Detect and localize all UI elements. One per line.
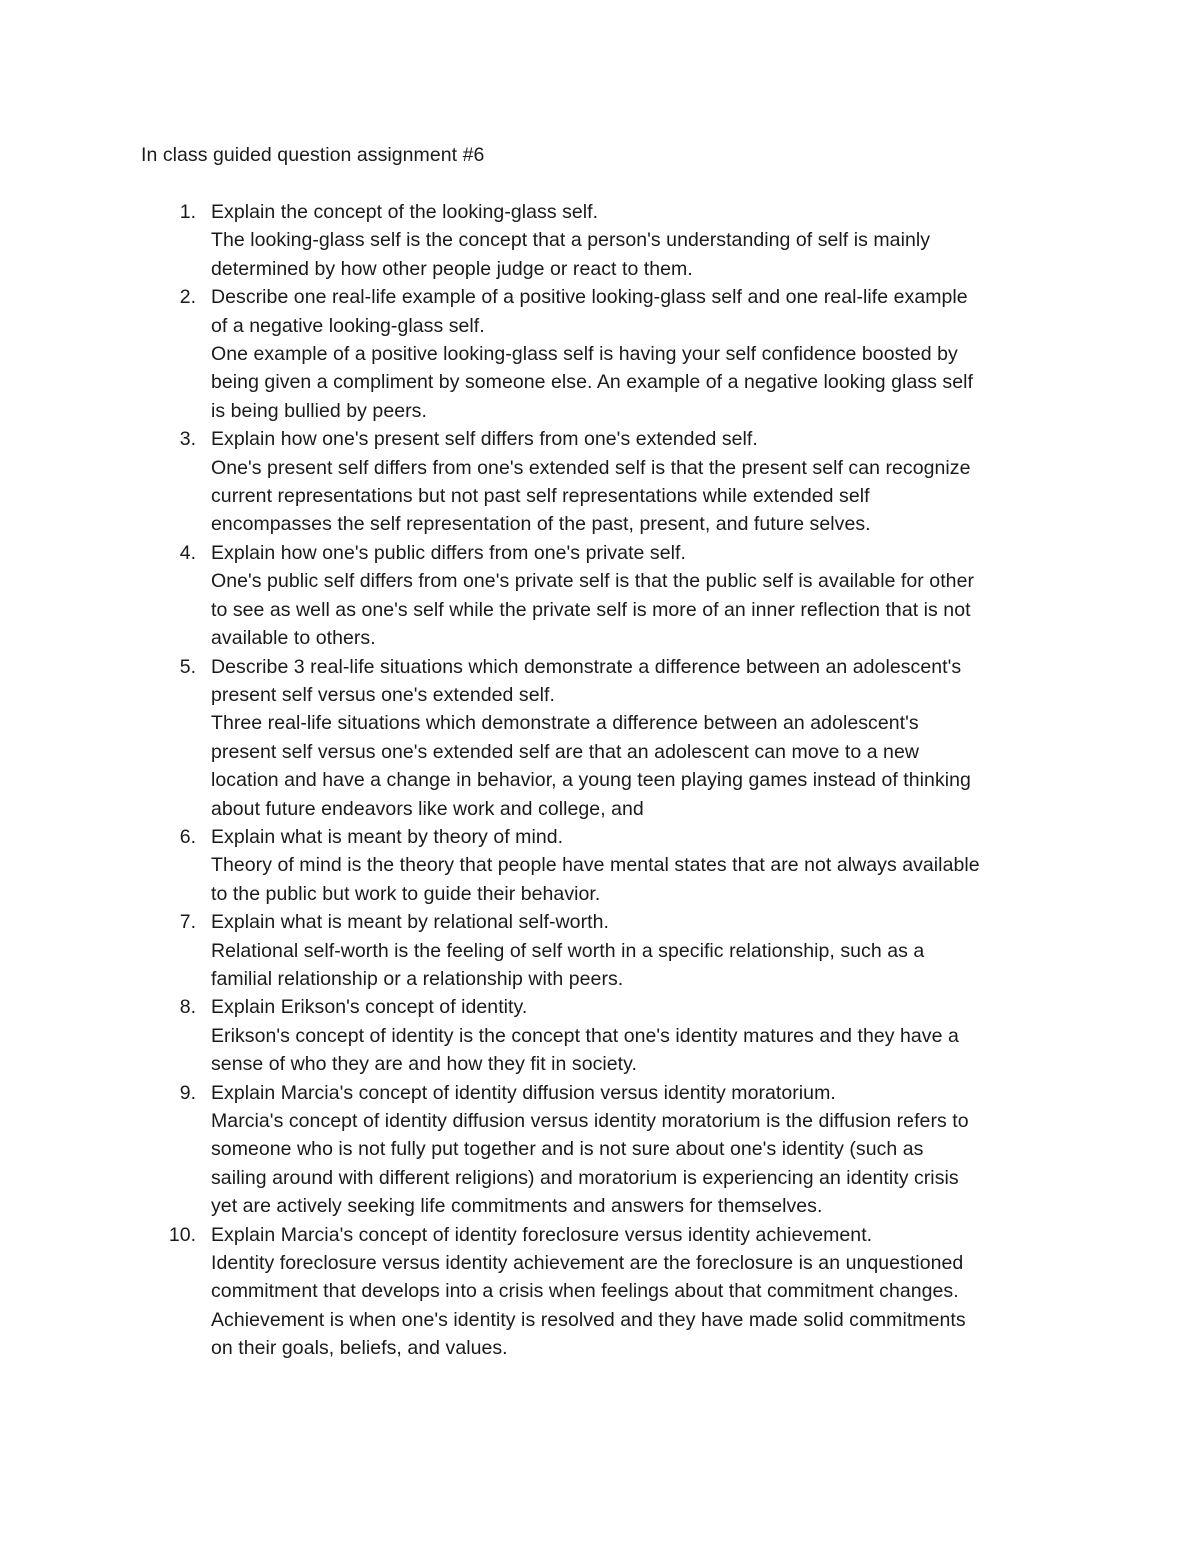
answer-text-line: being given a compliment by someone else. An example of a negative looking glass self xyxy=(211,371,973,394)
answer-text-line: yet are actively seeking life commitments and answers for themselves. xyxy=(211,1195,823,1218)
answer-text-line: determined by how other people judge or react to them. xyxy=(211,257,693,280)
answer-text-line: location and have a change in behavior, a young teen playing games instead of thinking xyxy=(211,769,971,792)
question-number: 1. xyxy=(179,201,196,223)
question-item xyxy=(0,1221,1200,1363)
answer-text-line: sailing around with different religions) and moratorium is experiencing an identity crisis xyxy=(211,1166,959,1189)
question-text-line: Explain what is meant by theory of mind. xyxy=(211,825,564,848)
question-text-line: of a negative looking-glass self. xyxy=(211,314,485,337)
question-body xyxy=(211,283,1091,425)
answer-text-line: Three real-life situations which demonstrate a difference between an adolescent's xyxy=(211,712,919,735)
question-list xyxy=(0,198,1200,1363)
question-item xyxy=(0,823,1200,908)
question-item xyxy=(0,198,1200,283)
question-text-line: Explain how one's public differs from one's private self. xyxy=(211,541,686,564)
question-body xyxy=(211,653,1091,823)
answer-text-line: someone who is not fully put together and is not sure about one's identity (such as xyxy=(211,1138,924,1161)
question-body xyxy=(211,425,1091,539)
question-number: 4. xyxy=(179,541,196,564)
question-number: 3. xyxy=(179,428,196,451)
question-text-line: Explain Marcia's concept of identity diffusion versus identity moratorium. xyxy=(211,1081,836,1104)
question-text-line: Explain how one's present self differs from one's extended self. xyxy=(211,428,758,451)
question-body xyxy=(211,1221,1091,1363)
question-item xyxy=(0,908,1200,993)
question-number: 9. xyxy=(179,1081,196,1104)
answer-text-line: One's present self differs from one's extended self is that the present self can recognize xyxy=(211,456,971,479)
question-item xyxy=(0,653,1200,823)
answer-text-line: Relational self-worth is the feeling of self worth in a specific relationship, such as a xyxy=(211,939,925,962)
answer-text-line: to the public but work to guide their behavior. xyxy=(211,882,601,905)
document-title: In class guided question assignment #6 xyxy=(141,144,485,166)
question-body xyxy=(211,823,1091,908)
answer-text-line: sense of who they are and how they fit in society. xyxy=(211,1053,637,1076)
answer-text-line: Erikson's concept of identity is the concept that one's identity matures and they have a xyxy=(211,1024,959,1047)
question-item xyxy=(0,1079,1200,1221)
question-text-line: Explain Erikson's concept of identity. xyxy=(211,996,528,1019)
question-text-line: Describe 3 real-life situations which demonstrate a difference between an adolescent's xyxy=(211,655,962,678)
answer-text-line: One's public self differs from one's private self is that the public self is available for other xyxy=(211,570,975,593)
question-number: 5. xyxy=(179,655,196,678)
question-item xyxy=(0,539,1200,653)
question-body xyxy=(211,1079,1091,1221)
answer-text-line: about future endeavors like work and college, and xyxy=(211,797,644,820)
answer-text-line: commitment that develops into a crisis when feelings about that commitment changes. xyxy=(211,1280,959,1303)
question-body xyxy=(211,198,1091,283)
answer-text-line: on their goals, beliefs, and values. xyxy=(211,1337,508,1360)
question-number: 6. xyxy=(179,825,196,848)
question-item xyxy=(0,993,1200,1078)
answer-text-line: One example of a positive looking-glass self is having your self confidence boosted by xyxy=(211,343,958,366)
question-body xyxy=(211,908,1091,993)
answer-text-line: to see as well as one's self while the private self is more of an inner reflection that is not xyxy=(211,598,971,621)
answer-text-line: Achievement is when one's identity is resolved and they have made solid commitments xyxy=(211,1308,966,1331)
question-body xyxy=(211,993,1091,1078)
question-text-line: Describe one real-life example of a positive looking-glass self and one real-life example xyxy=(211,286,968,309)
question-number: 8. xyxy=(179,996,196,1019)
answer-text-line: Theory of mind is the theory that people have mental states that are not always available xyxy=(211,854,980,877)
answer-text-line: encompasses the self representation of the past, present, and future selves. xyxy=(211,513,871,536)
question-number: 7. xyxy=(179,911,196,934)
question-item xyxy=(0,425,1200,539)
answer-text-line: The looking-glass self is the concept that a person's understanding of self is mainly xyxy=(211,229,931,252)
question-number: 2. xyxy=(179,286,196,309)
question-text-line: Explain Marcia's concept of identity foreclosure versus identity achievement. xyxy=(211,1223,873,1246)
question-item xyxy=(0,283,1200,425)
question-body xyxy=(211,539,1091,653)
question-number: 10. xyxy=(168,1223,196,1246)
answer-text-line: familial relationship or a relationship with peers. xyxy=(211,967,624,990)
answer-text-line: Identity foreclosure versus identity achievement are the foreclosure is an unquestioned xyxy=(211,1252,964,1275)
question-text-line: present self versus one's extended self. xyxy=(211,683,555,706)
answer-text-line: available to others. xyxy=(211,627,376,650)
answer-text-line: present self versus one's extended self are that an adolescent can move to a new xyxy=(211,740,919,763)
answer-text-line: Marcia's concept of identity diffusion versus identity moratorium is the diffusion refers to xyxy=(211,1110,969,1132)
question-text-line: Explain what is meant by relational self-worth. xyxy=(211,911,609,934)
question-text-line: Explain the concept of the looking-glass self. xyxy=(211,201,599,223)
answer-text-line: current representations but not past self representations while extended self xyxy=(211,485,870,508)
answer-text-line: is being bullied by peers. xyxy=(211,399,427,422)
